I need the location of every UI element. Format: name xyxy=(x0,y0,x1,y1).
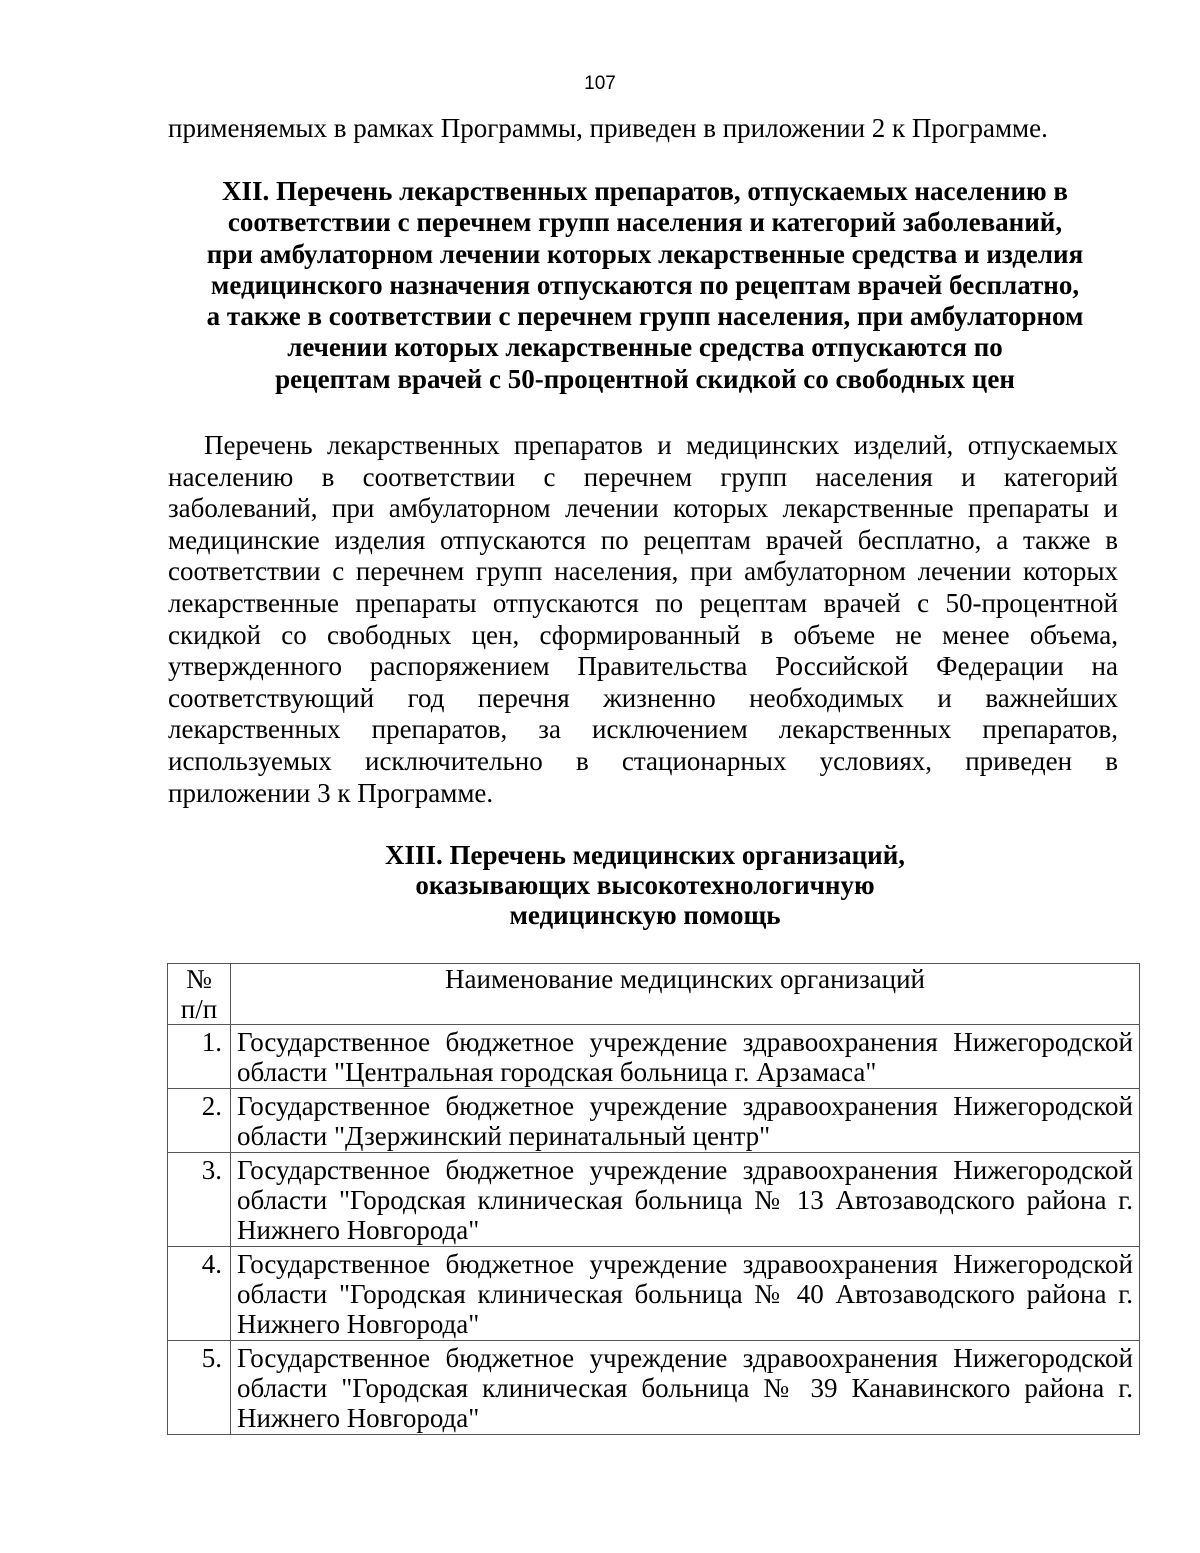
name-column-header: Наименование медицинских организаций xyxy=(231,964,1140,1025)
paragraph-line: Перечень лекарственных препаратов и медицинских изделий, отпускаемых xyxy=(204,430,1118,460)
organization-name-line: Государственное бюджетное учреждение здравоохранения Нижегородской xyxy=(237,1091,1133,1121)
organization-name-line: области "Городская клиническая больница № 39 Канавинского района г. xyxy=(237,1373,1133,1403)
paragraph-line: скидкой со свободных цен, сформированный в объеме не менее объема, xyxy=(168,619,1118,650)
section-12-heading-line: при амбулаторном лечении которых лекарственные средства и изделия xyxy=(206,238,1084,269)
section-12-heading-line: лечении которых лекарственные средства отпускаются по xyxy=(287,332,1003,363)
section-12-heading-line: рецептам врачей с 50-процентной скидкой со свободных цен xyxy=(275,363,1015,394)
row-number: 5. xyxy=(168,1341,231,1435)
table-row xyxy=(168,1089,1140,1153)
organization-name xyxy=(231,1025,1140,1089)
paragraph-line: используемых исключительно в стационарных условиях, приведен в xyxy=(168,745,1118,776)
organization-name xyxy=(231,1153,1140,1247)
number-header-symbol: № xyxy=(186,964,212,994)
section-12-heading-line: соответствии с перечнем групп населения и категорий заболеваний, xyxy=(227,207,1063,238)
organization-name xyxy=(231,1089,1140,1153)
carry-over-line: применяемых в рамках Программы, приведен в приложении 2 к Программе. xyxy=(168,113,1048,143)
organization-name-line: области "Дзержинский перинатальный центр" xyxy=(237,1121,771,1151)
paragraph-line: соответствующий год перечня жизненно необходимых и важнейших xyxy=(168,682,1118,713)
paragraph-line: приложении 3 к Программе. xyxy=(168,777,494,808)
section-13-heading-line: оказывающих высокотехнологичную xyxy=(415,870,875,900)
page-number: 107 xyxy=(584,73,616,94)
organization-name-line: области "Центральная городская больница г. Арзамаса" xyxy=(237,1057,877,1087)
paragraph-line: соответствии с перечнем групп населения, при амбулаторном лечении которых xyxy=(168,556,1118,587)
organization-name-line: Нижнего Новгорода" xyxy=(237,1215,480,1245)
paragraph-line: населению в соответствии с перечнем групп населения и категорий xyxy=(168,461,1118,492)
row-number: 1. xyxy=(168,1025,231,1089)
row-number: 2. xyxy=(168,1089,231,1153)
table-header-row xyxy=(168,964,1140,1025)
organization-name xyxy=(231,1247,1140,1341)
table-row xyxy=(168,1153,1140,1247)
organization-name-line: области "Городская клиническая больница № 40 Автозаводского района г. xyxy=(237,1279,1133,1309)
section-12-heading-line: а также в соответствии с перечнем групп населения, при амбулаторном xyxy=(206,301,1084,332)
table-row xyxy=(168,1025,1140,1089)
section-12-heading-line: XII. Перечень лекарственных препаратов, отпускаемых населению в xyxy=(222,176,1068,206)
number-header-abbrev: п/п xyxy=(180,994,218,1024)
organization-name-line: Государственное бюджетное учреждение здравоохранения Нижегородской xyxy=(237,1343,1133,1373)
row-number: 4. xyxy=(168,1247,231,1341)
organization-name-line: Нижнего Новгорода" xyxy=(237,1403,480,1433)
organizations-table xyxy=(167,963,1140,1435)
section-12-heading xyxy=(140,176,1150,395)
organization-name-line: Нижнего Новгорода" xyxy=(237,1309,480,1339)
organization-name-line: области "Городская клиническая больница № 13 Автозаводского района г. xyxy=(237,1185,1133,1215)
section-12-heading-line: медицинского назначения отпускаются по рецептам врачей бесплатно, xyxy=(210,269,1080,300)
row-number: 3. xyxy=(168,1153,231,1247)
organization-name xyxy=(231,1341,1140,1435)
organization-name-line: Государственное бюджетное учреждение здравоохранения Нижегородской xyxy=(237,1249,1133,1279)
organization-name-line: Государственное бюджетное учреждение здравоохранения Нижегородской xyxy=(237,1155,1133,1185)
paragraph-line: лекарственных препаратов, за исключением лекарственных препаратов, xyxy=(168,714,1118,745)
paragraph-line: утвержденного распоряжением Правительства Российской Федерации на xyxy=(168,651,1118,682)
section-13-heading-line: медицинскую помощь xyxy=(509,900,781,930)
table-row xyxy=(168,1341,1140,1435)
organization-name-line: Государственное бюджетное учреждение здравоохранения Нижегородской xyxy=(237,1027,1133,1057)
section-13-heading-line: XIII. Перечень медицинских организаций, xyxy=(384,840,906,870)
table-row xyxy=(168,1247,1140,1341)
number-column-header xyxy=(168,964,231,1025)
section-13-heading xyxy=(140,840,1150,930)
paragraph-line: медицинские изделия отпускаются по рецептам врачей бесплатно, а также в xyxy=(168,524,1118,555)
section-12-paragraph xyxy=(168,430,1118,809)
paragraph-line: лекарственные препараты отпускаются по рецептам врачей с 50-процентной xyxy=(168,587,1118,618)
paragraph-line: заболеваний, при амбулаторном лечении которых лекарственные препараты и xyxy=(168,493,1118,524)
